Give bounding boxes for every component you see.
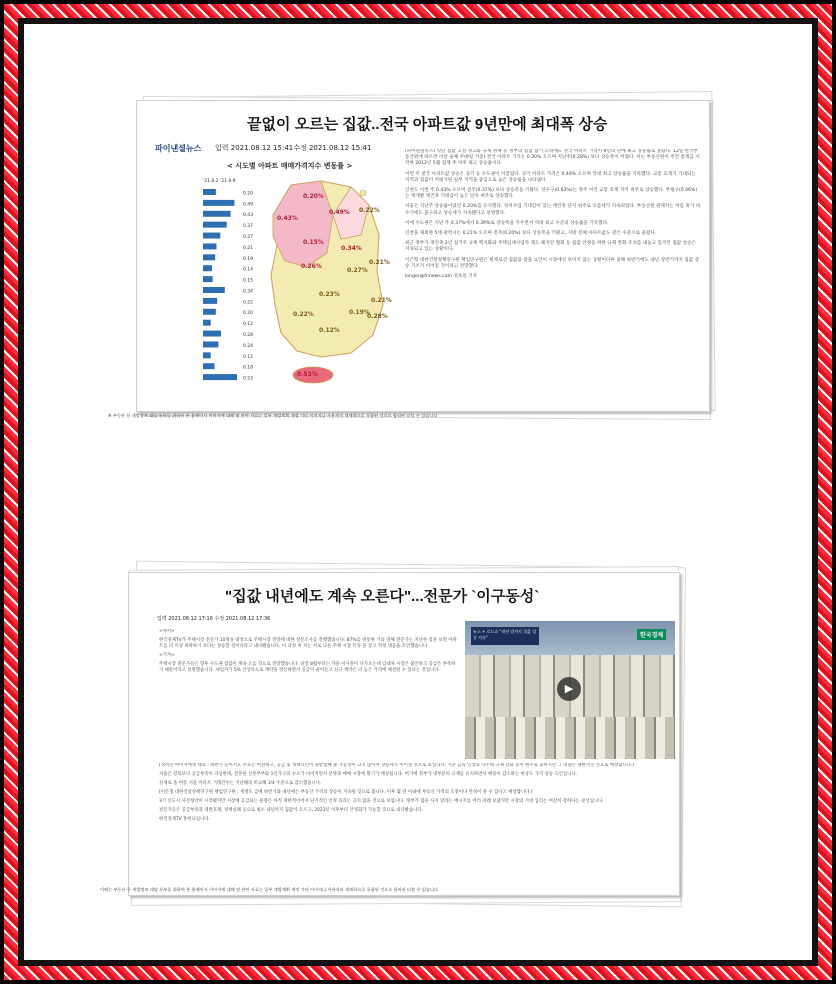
chart-header: '21.8.2 '21.8.9 <box>203 179 236 184</box>
paragraph: 이에 수도권은 지난 주 0.37%에서 0.39%로 상승폭을 키우면서 역대 최고 수준의 상승률을 기록했다. <box>405 220 609 226</box>
bar-value-label: 0.12 <box>243 354 254 360</box>
paragraph: 3기 신도시 사전청약이 시작됐지만 시장에 공급되는 물량은 아직 제한적이어서 단기적인 안정 효과는 크지 않을 것으로 보입니다. 정부가 집을 사지 말라는 메시지를 여러 차례 보냈지만 시장의 기대 심리는 여전히 강하다는 분석입니다. <box>159 799 604 804</box>
broadcaster-logo: 한국경제 <box>637 629 666 640</box>
article-2-footer: 이에는 부동산 등 개발정보 대담 통보를 위하여 본 홈페이지 이미지에 대해 및 관련 자료는 일부 개발계획 계정 기타 이미지나 사용자의 개재학으로 포함된 것으로 합리된 더불 수 있습니다 <box>100 887 438 892</box>
article-2-clipping <box>128 572 680 896</box>
article-1-clipping <box>136 100 710 412</box>
paragraph: 실제로 올 여름 서울 아파트 거래건수는 지난해의 비교해 1/4 수준으로 감소했습니다. <box>159 781 322 786</box>
bar-value-label: 0.15 <box>243 278 254 284</box>
article-1-footer: ※ 부동산 등 개발정보 대담 통보를 위하여 본 홈페이지 이미지에 대해 및 관련 자료는 일부 개발계획 계정 기타 이미지나 사용자의 개재학으로 포함된 것으로 합리된 더불 수 있습니다 <box>108 413 438 418</box>
byline: longss@fnnews.com 성초롱 기자 <box>405 274 478 280</box>
map-label: 0.12% <box>319 327 340 334</box>
bar <box>203 189 216 195</box>
map-label: 0.53% <box>297 371 318 378</box>
bar-value-label: 0.37 <box>243 224 254 230</box>
article-2-date: 입력 2021.08.12 17:16 수정 2021.08.12 17:36 <box>157 616 271 622</box>
article-2-body-bottom <box>159 763 663 889</box>
bar-value-label: 0.34 <box>243 289 254 295</box>
bar <box>203 331 221 337</box>
bar <box>203 254 215 260</box>
bar <box>203 222 227 228</box>
video-buildings <box>465 717 675 759</box>
map-label: 0.19% <box>349 309 370 316</box>
bar <box>203 298 217 304</box>
map-label: 0.26% <box>301 263 322 270</box>
article-1-headline: 끝없이 오르는 집값..전국 아파트값 9년만에 최대폭 상승 <box>247 116 608 133</box>
paragraph: 주택시장 전문가들은 향후 수도권 집값이 계속 오를 것으로 전망했습니다. 당장 8월부터는 가을 이사철이 다가오는데 입대차 시장은 불안하고 공급은 부족하기 때문이라고 설명했습니다. 세입자가 5% 인상폭으로 계약을 갱신하면서 공급이 줄어들고 신규 계약은 더 높은 가격에 체결될 수 있다는 것입니다. <box>159 662 456 673</box>
bar <box>203 211 231 217</box>
bar-value-label: 0.22 <box>243 300 254 306</box>
article-2-headline: "집값 내년에도 계속 오른다"...전문가 `이구동성` <box>225 588 540 605</box>
housing-price-chart <box>153 155 393 395</box>
bar-value-label: 0.18 <box>243 365 254 371</box>
bar <box>203 352 211 358</box>
paragraph: 서울은 강북보다 공급부족이 극심한데, 결혼한 신혼부부와 1인가구의 수요가 이어지면서 분양과 매매 시장에 활기가 예상됩니다. 여기에 정부가 대부분의 규제를 유지하면서 매물이 감소하는 현상도 가격 상승 요인입니다. <box>159 772 577 777</box>
map-label: 0.34% <box>341 245 362 252</box>
article-1-body <box>405 149 701 397</box>
article-2-body-top <box>159 629 459 759</box>
paragraph: 전문가들은 공급부족과 개발호재, 정책실패 등으로 최소 내년까지 집값이 오르고, 2023년 이후부터 안정화가 가능할 것으로 내다봤습니다. <box>159 808 423 813</box>
article-1-source: 파이낸셜뉴스 <box>155 144 202 153</box>
paragraph: <기자> <box>159 653 175 658</box>
bar <box>203 265 212 271</box>
bar <box>203 341 218 347</box>
paragraph: 이번 주 전국 아파트값 상승은 경기 등 수도권이 이끌었다. 경기 아파트 가격은 0.49% 오르며 역대 최고 상승률을 기록했다. 교통 호재가 기대되는 지역과 집값이 저평가된 일부 지역을 중심으로 높은 상승률을 나타냈다. <box>405 171 696 183</box>
bar <box>203 243 216 249</box>
paragraph: 최근 정부가 재건축 2년 실거주 규제 백지화와 주택임대사업자 제도 폐지안 철회 등 집값 안정을 위한 규제 완화 조치를 내놓고 있지만 집값 상승은 지속되고 있는 상황이다. <box>405 241 696 253</box>
chart-title: < 시도별 아파트 매매가격지수 변동률 > <box>227 162 353 170</box>
bar-value-label: 0.20 <box>243 311 254 317</box>
map-label: 0.20% <box>303 193 324 200</box>
paragraph: 한국경제TV 홍헌표입니다. <box>159 817 210 822</box>
play-icon[interactable]: ▶ <box>557 677 581 701</box>
map-label: 0.28% <box>367 313 388 320</box>
bar-value-label: 0.27 <box>243 235 254 240</box>
map-label: 0.21% <box>369 259 390 266</box>
bar <box>203 363 215 369</box>
map-label: 0.49% <box>329 209 350 216</box>
bar <box>203 374 237 380</box>
paragraph: (파이낸셜뉴스) 잇단 집값 고점 경고와 규제 정책 등 정부의 집값 잡기 노력에도 전국 아파트 가격이 9년의 만에 최고 상승률로 올랐다. 12일 한국부동산원에 따르면 이달 둘째 주(9일 기준) 전국 아파트 가격은 0.30% 오르며 지난주(0.28%) 보다 상승폭이 커졌다. 이는 부동산원이 주간 통계를 시작한 2012년 5월 집계 후 이후 최고 상승률이다. <box>405 149 700 167</box>
page-canvas <box>24 24 812 960</box>
bar <box>203 200 234 206</box>
paragraph: 한국경제TV가 주택시장 전문가 10명을 대상으로 주택시장 전망에 대한 설문조사를 진행했습니다. 87%를 비롯한 거의 전체 전문가는 지난한 점을 보면 아파트를 더 이상 하락하기 보다는 상승할 것이다라고 내다봤습니다. 이 과정 미 치는 서로 다른 주택 시장 특징 을 짚고 적정 대응을 조언했습니다. <box>159 638 457 649</box>
bar-value-label: 0.53 <box>243 376 254 382</box>
bar-value-label: 0.28 <box>243 333 254 338</box>
bar-value-label: 0.24 <box>243 343 254 349</box>
paragraph: 이은형 대한건설정책연구원 책임연구원은 현재로선 집값을 잡을 요인이 시장에선 보이지 않는 상황이다며 올해 하반기에도 내년 상반기까지 집값 상승 기조가 이어질 것이라고 전망했다. <box>405 257 700 269</box>
bar <box>203 320 211 326</box>
bar-value-label: 0.21 <box>243 245 254 251</box>
video-thumbnail[interactable] <box>465 621 675 759</box>
map-label: 0.23% <box>319 291 340 298</box>
video-caption: 뉴스 + 로드쇼 "내년 말까지 집값 상승 지속" <box>471 627 539 645</box>
paragraph: 인천을 제외한 5대 광역시는 0.21% 오르며 전주(0.20%) 보다 상승폭을 키웠고, 지방 전체 아파트값도 같은 수준으로 올랐다. <box>405 231 657 237</box>
paragraph: [이은형 대한건설정책연구원 책임연구원 : 재생도 급매 하반기와 내년에는 부동산 가격의 상승이 지속될 것으로 봅니다. 이후 몇 년 이내에 부동산 가격의 조정이나 안정이 올 수 있다고 예상합니다.] <box>159 790 533 795</box>
bar <box>203 287 225 293</box>
paragraph: <앵커> <box>159 629 175 634</box>
bar <box>203 233 220 239</box>
map-label: 0.15% <box>303 239 324 246</box>
article-1-date: 입력 2021.08.12 15:41수정 2021.08.12 15:41 <box>215 144 372 152</box>
bar-value-label: 0.14 <box>243 267 254 273</box>
paragraph: [정비연 아이지에셋 대표 : 하반기 들어서도 수요는 여전하고, 공급 및 정책요인이 뒷받침해 줄 가능성이 크지 않아서 상승세가 이어질 것으로 보입니다. 기준 금리 인상과 다주택 규제 강화 등이 변수로 꼽히지만 그 영향은 제한적일 것으로 예상합니다.] <box>159 763 635 768</box>
bar-value-label: 0.49 <box>243 202 254 208</box>
bar-value-label: 0.12 <box>243 322 254 328</box>
paragraph: 인천도 이번 주 0.43% 오르며 전주(0.37%) 보다 상승폭을 키웠다. 연수구(0.63%)는 정주 여건 교통 호재 지역 위주로 상승했다. 부평구(0.46%)는 재개발 재건축 기대감이 높은 단지 위주로 상승했다. <box>405 188 698 200</box>
bar <box>203 276 213 282</box>
bar <box>203 309 216 315</box>
map-label: 0.22% <box>359 207 380 214</box>
map-label: 0.21% <box>371 297 392 304</box>
bar-value-label: 0.19 <box>243 256 254 262</box>
paragraph: 서울은 지난주 상승률이었던 0.20%를 유지했다. 정비사업 기대감이 있는 재건축 단지 위주로 오름세가 지속되었다. 부동산원 관계자는 여름 휴가 비수기에도 불구하고 상승세가 지속됐다고 설명했다. <box>405 204 701 216</box>
map-label: 0.43% <box>277 215 298 222</box>
map-label: 0.27% <box>347 267 368 274</box>
map-label: 0.22% <box>293 311 314 318</box>
bar-value-label: 0.43 <box>243 213 254 219</box>
bar-value-label: 0.20 <box>243 191 254 197</box>
